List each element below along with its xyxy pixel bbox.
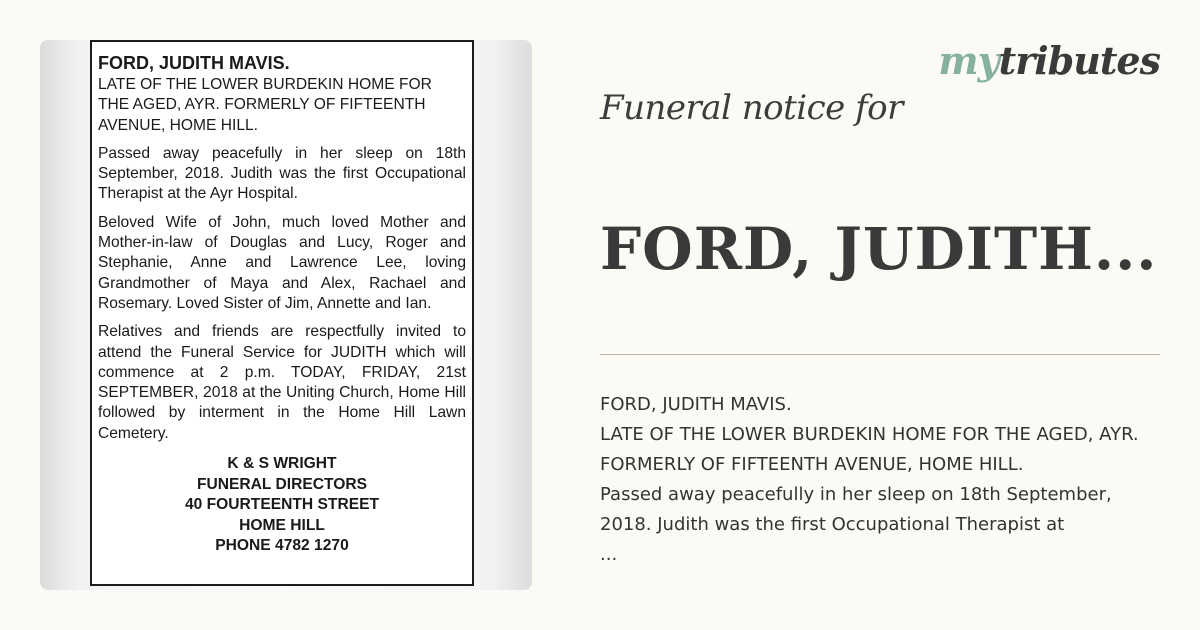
director-line: 40 FOURTEENTH STREET xyxy=(184,496,380,514)
notice-excerpt xyxy=(600,390,1175,570)
notice-name: FORD, JUDITH MAVIS. xyxy=(98,53,290,73)
excerpt-line: 2018. Judith was the first Occupational Therapist at xyxy=(600,514,1065,535)
notice-late-of xyxy=(98,75,466,136)
excerpt-line: FORD, JUDITH MAVIS. xyxy=(600,394,792,415)
excerpt-line: LATE OF THE LOWER BURDEKIN HOME FOR THE AGED, AYR. xyxy=(600,424,1139,445)
logo-part-my: my xyxy=(938,38,999,83)
notice-paragraph-passed: Passed away peacefully in her sleep on 18th September, 2018. Judith was the first Occupational Therapist at the Ayr Hospital. xyxy=(98,144,466,203)
funeral-director-block xyxy=(98,454,466,557)
page-title: FORD, JUDITH... xyxy=(600,215,1158,283)
director-line: K & S WRIGHT xyxy=(227,455,337,473)
director-line: HOME HILL xyxy=(239,516,325,534)
page-subtitle: Funeral notice for xyxy=(600,88,903,128)
notice-paragraph-service: Relatives and friends are respectfully invited to attend the Funeral Service for JUDITH which will commence at 2 p.m. TODAY, FRIDAY, 21st SEPTEMBER, 2018 at the Uniting Church, Home Hill followed by interment in the Home Hill Lawn Cemetery. xyxy=(98,323,466,442)
notice-late-line: AVENUE, HOME HILL. xyxy=(98,116,259,134)
mytributes-logo[interactable] xyxy=(938,38,1160,83)
divider xyxy=(600,354,1160,355)
notice-paragraph-family: Beloved Wife of John, much loved Mother and Mother-in-law of Douglas and Lucy, Roger and Stephanie, Anne and Lawrence Lee, loving Grandmother of Maya and Alex, Rachael and Rosemary. Loved Sister of Jim, Annette and Ian. xyxy=(98,213,466,312)
excerpt-ellipsis: ... xyxy=(600,544,618,565)
director-line: FUNERAL DIRECTORS xyxy=(196,475,368,493)
director-line: PHONE 4782 1270 xyxy=(215,537,349,555)
newspaper-notice xyxy=(90,40,474,586)
excerpt-line: FORMERLY OF FIFTEENTH AVENUE, HOME HILL. xyxy=(600,454,1024,475)
logo-part-tributes: tributes xyxy=(998,38,1160,83)
notice-late-line: THE AGED, AYR. FORMERLY OF FIFTEENTH xyxy=(98,96,426,114)
notice-late-line: LATE OF THE LOWER BURDEKIN HOME FOR xyxy=(98,76,432,93)
excerpt-line: Passed away peacefully in her sleep on 18th September, xyxy=(600,484,1112,505)
notice-clipping-panel xyxy=(40,40,532,590)
